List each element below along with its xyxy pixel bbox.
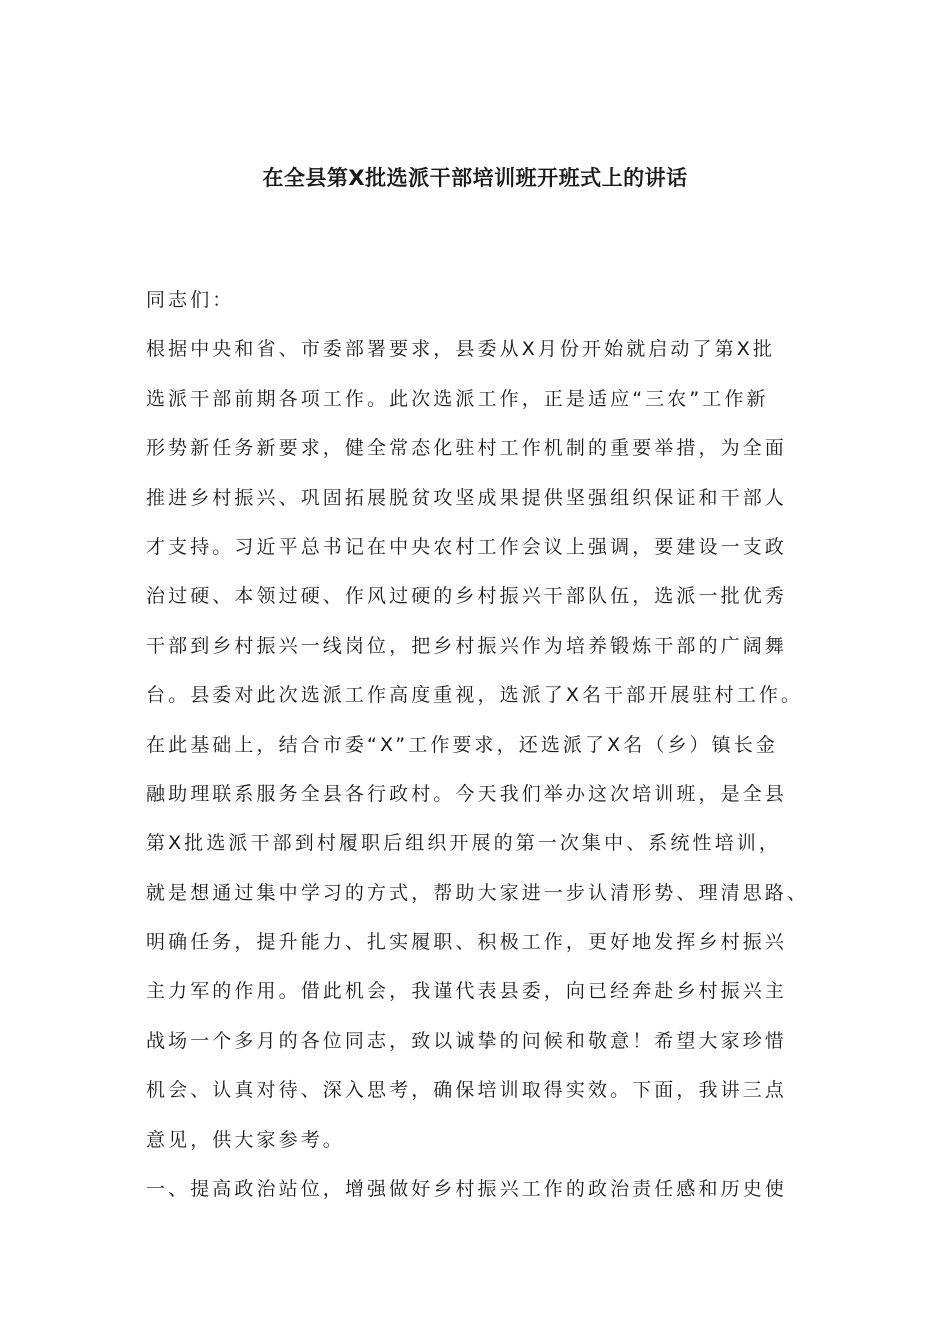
salutation-line: 同志们： bbox=[146, 289, 235, 311]
paragraph-line: 明确任务，提升能力、扎实履职、积极工作，更好地发挥乡村振兴 bbox=[146, 931, 787, 954]
paragraph-line: 选派干部前期各项工作。此次选派工作，正是适应“三农”工作新 bbox=[146, 387, 769, 410]
paragraph-line: 机会、认真对待、深入思考，确保培训取得实效。下面，我讲三点 bbox=[146, 1079, 787, 1102]
document-title: 在全县第X批选派干部培训班开班式上的讲话 bbox=[262, 166, 688, 190]
paragraph-line: 主力军的作用。借此机会，我谨代表县委，向已经奔赴乡村振兴主 bbox=[146, 980, 787, 1003]
paragraph-line: 推进乡村振兴、巩固拓展脱贫攻坚成果提供坚强组织保证和干部人 bbox=[146, 486, 787, 509]
section-heading-line: 一、提高政治站位，增强做好乡村振兴工作的政治责任感和历史使 bbox=[146, 1178, 787, 1201]
paragraph-line: 才支持。习近平总书记在中央农村工作会议上强调，要建设一支政 bbox=[146, 535, 787, 558]
paragraph-line: 根据中央和省、市委部署要求，县委从X月份开始就启动了第X批 bbox=[146, 338, 775, 361]
paragraph-line: 就是想通过集中学习的方式，帮助大家进一步认清形势、理清思路、 bbox=[146, 881, 810, 904]
document-body bbox=[146, 282, 826, 1220]
paragraph-line: 在此基础上，结合市委“X”工作要求，还选派了X名（乡）镇长金 bbox=[146, 733, 778, 756]
paragraph-line: 治过硬、本领过硬、作风过硬的乡村振兴干部队伍，选派一批优秀 bbox=[146, 585, 787, 608]
paragraph-line: 形势新任务新要求，健全常态化驻村工作机制的重要举措，为全面 bbox=[146, 437, 787, 460]
paragraph-line: 台。县委对此次选派工作高度重视，选派了X名干部开展驻村工作。 bbox=[146, 684, 804, 707]
paragraph-line: 意见，供大家参考。 bbox=[146, 1128, 345, 1151]
paragraph-line: 战场一个多月的各位同志，致以诚挚的问候和敬意！希望大家珍惜 bbox=[146, 1029, 787, 1052]
paragraph-line: 融助理联系服务全县各行政村。今天我们举办这次培训班，是全县 bbox=[146, 782, 787, 805]
paragraph-line: 干部到乡村振兴一线岗位，把乡村振兴作为培养锻炼干部的广阔舞 bbox=[146, 634, 787, 657]
paragraph-line: 第X批选派干部到村履职后组织开展的第一次集中、系统性培训， bbox=[146, 832, 781, 855]
